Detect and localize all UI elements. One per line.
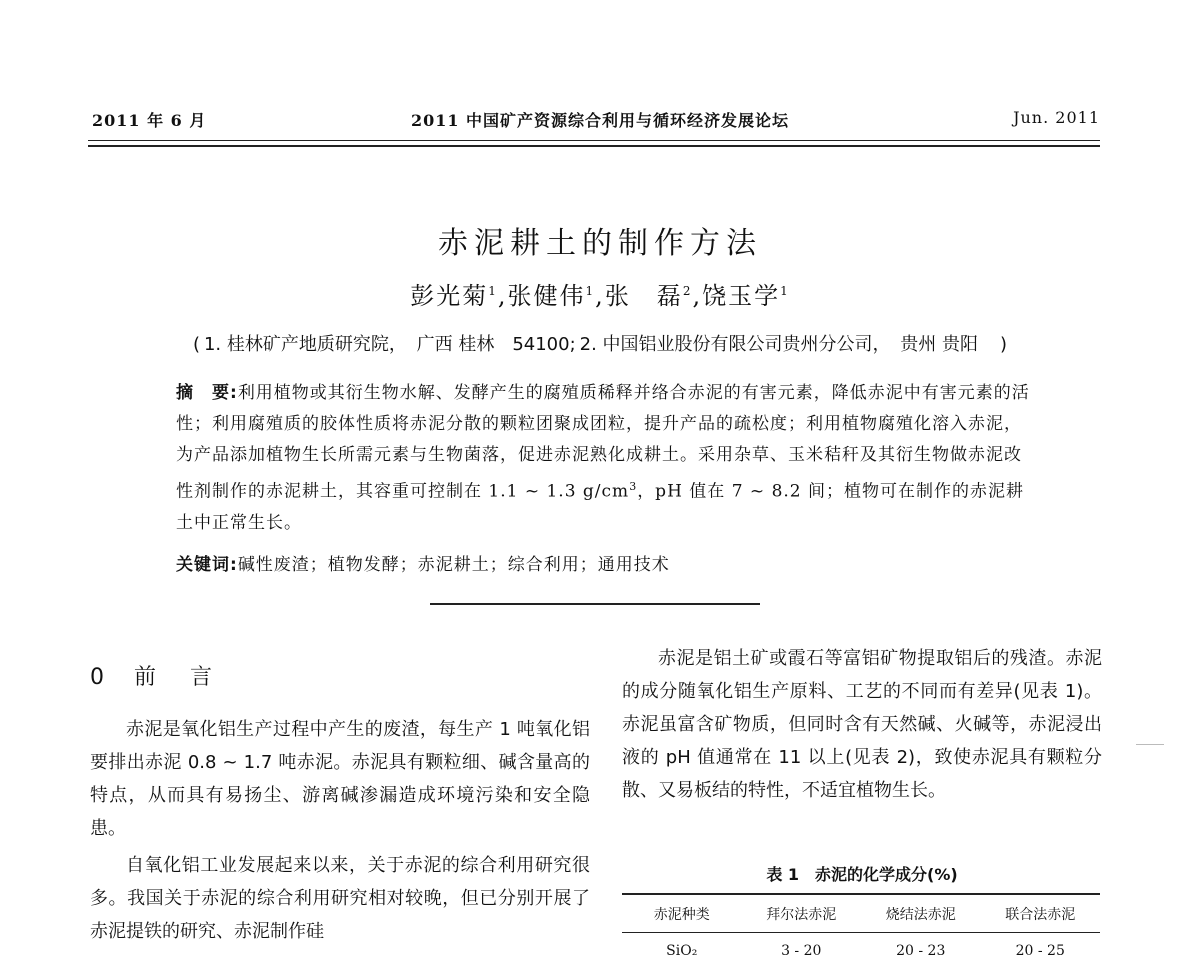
author-name: 张 磊	[604, 282, 683, 310]
author-separator: ,	[595, 282, 605, 310]
table-cell: SiO₂	[666, 943, 698, 959]
section-heading-introduction	[90, 660, 590, 691]
paper-title: 赤泥耕土的制作方法	[438, 226, 762, 261]
affil-1-location: 广西 桂林 54100;	[416, 334, 576, 355]
abstract-separator-rule	[430, 603, 760, 605]
header-rule-thick	[88, 145, 1100, 147]
table-row	[622, 933, 1100, 969]
body-paragraph: 自氧化铝工业发展起来以来，关于赤泥的综合利用研究很多。我国关于赤泥的综合利用研究相对较晚，但已分别开展了赤泥提铁的研究、赤泥制作硅	[90, 855, 590, 942]
affil-1: 1. 桂林矿产地质研究院，	[203, 334, 407, 355]
right-column	[622, 642, 1102, 811]
header-journal-title: 2011 中国矿产资源综合利用与循环经济发展论坛	[410, 111, 790, 130]
author-affil-mark: 1	[780, 284, 790, 298]
scan-margin-mark	[1136, 744, 1164, 745]
table-header-cell: 赤泥种类	[653, 907, 710, 923]
body-paragraph: 赤泥是氧化铝生产过程中产生的废渣，每生产 1 吨氧化铝要排出赤泥 0.8 ~ 1.7 吨赤泥。赤泥具有颗粒细、碱含量高的特点，从而具有易扬尘、游离碱渗漏造成环境污染和安全隐患。	[90, 719, 590, 839]
abstract-text-end: ，pH 值在 7 ~ 8.2 间；植物可在制作的赤泥耕土中正常生长。	[176, 481, 1025, 533]
affiliations	[0, 330, 1200, 356]
author-list	[0, 276, 1200, 311]
keywords-label: 关键词:	[176, 555, 238, 575]
header-date: 2011 年 6 月	[92, 111, 207, 130]
header-date-en: Jun. 2011	[1013, 108, 1100, 127]
author-separator: ,	[497, 282, 508, 310]
author-separator: ,	[692, 282, 703, 310]
keywords-text: 碱性废渣；植物发酵；赤泥耕土；综合利用；通用技术	[237, 555, 670, 575]
body-paragraph: 赤泥是铝土矿或霞石等富铝矿物提取铝后的残渣。赤泥的成分随氧化铝生产原料、工艺的不同而有差异(见表 1)。赤泥虽富含矿物质，但同时含有天然碱、火碱等，赤泥浸出液的 pH 值通常在 11 以上(见表 2)，致使赤泥具有颗粒分散、又易板结的特性，不适宜植物生长。	[622, 648, 1102, 801]
table-header-cell: 拜尔法赤泥	[766, 907, 837, 923]
affil-2-location: 贵州 贵阳	[900, 334, 997, 355]
table-cell: 3 - 20	[781, 943, 822, 959]
table-cell: 20 - 23	[896, 943, 946, 959]
section-title-char: 前	[134, 665, 157, 690]
abstract-superscript: 3	[629, 480, 638, 493]
author-affil-mark: 1	[585, 284, 596, 298]
section-number: 0	[90, 665, 104, 690]
author-affil-mark: 1	[488, 284, 498, 298]
table-chemical-composition	[622, 893, 1100, 969]
author-name: 彭光菊	[410, 282, 489, 310]
author-name: 饶玉学	[702, 282, 781, 310]
table-header-cell: 联合法赤泥	[1005, 907, 1076, 923]
table-caption: 表 1 赤泥的化学成分(%)	[766, 865, 958, 884]
affil-close-paren: )	[1000, 334, 1008, 355]
author-affil-mark: 2	[682, 284, 693, 298]
author-name: 张健伟	[507, 282, 586, 310]
left-column	[90, 660, 590, 952]
table-header-row	[622, 895, 1100, 932]
section-title-char: 言	[190, 665, 213, 690]
header-rule-thin	[88, 140, 1100, 141]
affil-open-paren: (	[192, 334, 200, 355]
abstract-label: 摘 要:	[176, 383, 238, 403]
abstract-text: 利用植物或其衍生物水解、发酵产生的腐殖质稀释并络合赤泥的有害元素，降低赤泥中有害元素的活性；利用腐殖质的胶体性质将赤泥分散的颗粒团聚成团粒，提升产品的疏松度；利用植物腐殖化溶入赤泥，为产品添加植物生长所需元素与生物菌落，促进赤泥熟化成耕土。采用杂草、玉米秸秆及其衍生物做赤泥改性剂制作的赤泥耕土，其容重可控制在 1.1 ~ 1.3 g/cm	[176, 383, 1030, 502]
table-cell: 20 - 25	[1015, 943, 1065, 959]
keywords	[176, 550, 1036, 575]
abstract	[176, 378, 1036, 539]
affil-2: 2. 中国铝业股份有限公司贵州分公司，	[579, 334, 891, 355]
table-header-cell: 烧结法赤泥	[885, 907, 956, 923]
